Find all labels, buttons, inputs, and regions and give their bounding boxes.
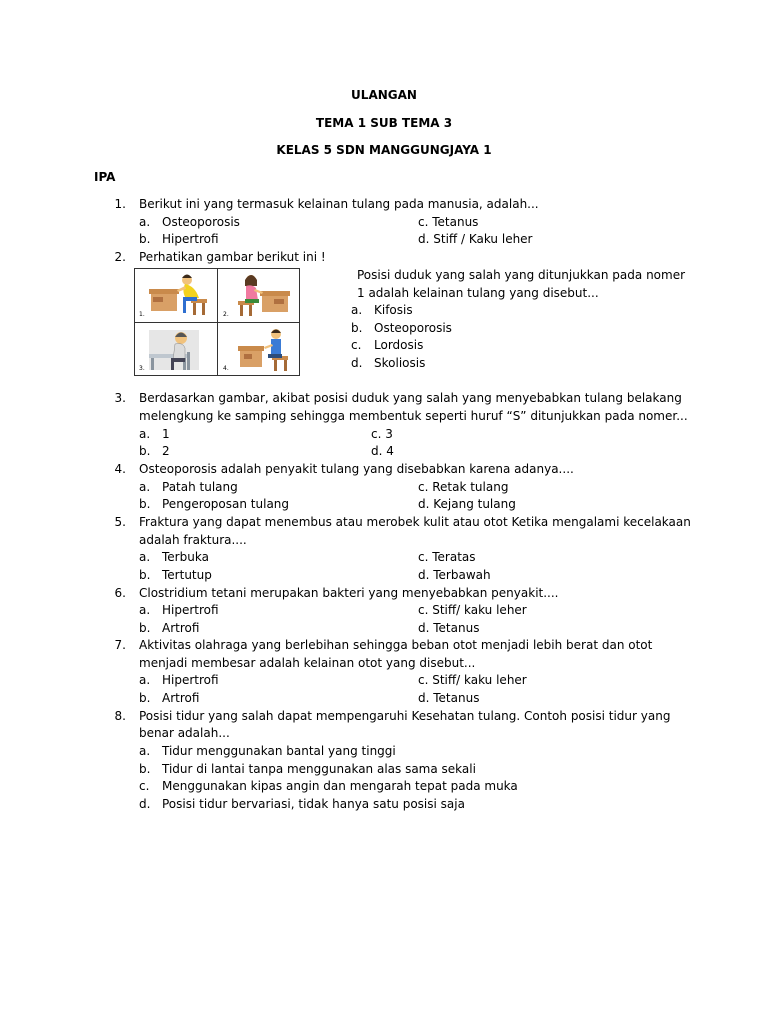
question-5-text-1: Fraktura yang dapat menembus atau merobek kulit atau otot Ketika mengalami kecelakaan [139,515,691,529]
q3-option-b-key: b. [139,444,151,458]
q1-option-a-key: a. [139,215,151,229]
question-8-text-2: benar adalah... [139,726,230,740]
q5-option-c: c. Teratas [418,550,476,564]
question-4-text: Osteoporosis adalah penyakit tulang yang disebabkan karena adanya.... [139,462,574,476]
question-2-text: Perhatikan gambar berikut ini ! [139,250,326,264]
q7-option-a-text: Hipertrofi [162,673,219,687]
q4-option-d: d. Kejang tulang [418,497,516,511]
q8-option-b-text: Tidur di lantai tanpa menggunakan alas sama sekali [162,762,476,776]
figure-label-4: 4. [223,365,229,372]
q1-option-d: d. Stiff / Kaku leher [418,232,533,246]
q2-option-c-key: c. [351,338,362,352]
q3-option-b-text: 2 [162,444,170,458]
q5-option-b-text: Tertutup [162,568,212,582]
figure-label-1: 1. [139,311,145,318]
q4-option-c: c. Retak tulang [418,480,509,494]
posture-illustration-2 [218,269,299,321]
q8-option-d-text: Posisi tidur bervariasi, tidak hanya satu posisi saja [162,797,465,811]
posture-illustration-3 [135,324,216,376]
subject-label: IPA [94,170,116,184]
q3-option-d: d. 4 [371,444,394,458]
q2-option-d-text: Skoliosis [374,356,426,370]
q6-option-d: d. Tetanus [418,621,480,635]
question-3-number: 3. [114,391,126,405]
q8-option-a-text: Tidur menggunakan bantal yang tinggi [162,744,396,758]
q2-option-b-key: b. [351,321,363,335]
q3-option-c: c. 3 [371,427,393,441]
q3-option-a-key: a. [139,427,151,441]
posture-illustration-4 [218,324,299,376]
q7-option-c: c. Stiff/ kaku leher [418,673,527,687]
q6-option-a-text: Hipertrofi [162,603,219,617]
question-1-number: 1. [114,197,126,211]
header-class-school: KELAS 5 SDN MANGGUNGJAYA 1 [276,143,492,157]
q5-option-a-key: a. [139,550,151,564]
sitting-posture-figure [134,268,300,376]
posture-illustration-1 [135,269,216,321]
q1-option-a-text: Osteoporosis [162,215,240,229]
q8-option-c-key: c. [139,779,150,793]
question-7-text-1: Aktivitas olahraga yang berlebihan sehingga beban otot menjadi lebih berat dan otot [139,638,653,652]
header-title: ULANGAN [351,88,417,102]
question-3-text-2: melengkung ke samping sehingga membentuk seperti huruf “S” ditunjukkan pada nomer... [139,409,688,423]
q4-option-b-key: b. [139,497,151,511]
header-theme: TEMA 1 SUB TEMA 3 [315,116,453,130]
q2-option-a-text: Kifosis [374,303,413,317]
q7-option-d: d. Tetanus [418,691,480,705]
q1-option-b-key: b. [139,232,151,246]
question-2-number: 2. [114,250,126,264]
question-4-number: 4. [114,462,126,476]
question-2-side-text-2: 1 adalah kelainan tulang yang disebut... [357,286,599,300]
q4-option-b-text: Pengeroposan tulang [162,497,290,511]
figure-label-2: 2. [223,311,229,318]
question-3-text-1: Berdasarkan gambar, akibat posisi duduk yang salah yang menyebabkan tulang belakang [139,391,682,405]
q5-option-b-key: b. [139,568,151,582]
question-6-number: 6. [114,586,126,600]
question-6-text: Clostridium tetani merupakan bakteri yang menyebabkan penyakit.... [139,586,559,600]
q1-option-b-text: Hipertrofi [162,232,219,246]
q3-option-a-text: 1 [162,427,170,441]
question-2-side-text-1: Posisi duduk yang salah yang ditunjukkan pada nomer [357,268,686,282]
q6-option-a-key: a. [139,603,151,617]
q8-option-a-key: a. [139,744,151,758]
question-8-text-1: Posisi tidur yang salah dapat mempengaruhi Kesehatan tulang. Contoh posisi tidur yang [139,709,671,723]
q2-option-c-text: Lordosis [374,338,424,352]
q7-option-b-key: b. [139,691,151,705]
q2-option-d-key: d. [351,356,363,370]
figure-label-3: 3. [139,365,145,372]
q7-option-b-text: Artrofi [162,691,200,705]
q6-option-b-key: b. [139,621,151,635]
question-5-text-2: adalah fraktura.... [139,533,247,547]
q8-option-b-key: b. [139,762,151,776]
question-5-number: 5. [114,515,126,529]
q2-option-b-text: Osteoporosis [374,321,452,335]
question-1-text: Berikut ini yang termasuk kelainan tulang pada manusia, adalah... [139,197,539,211]
question-7-number: 7. [114,638,126,652]
question-7-text-2: menjadi membesar adalah kelainan otot yang disebut... [139,656,476,670]
q5-option-d: d. Terbawah [418,568,491,582]
q7-option-a-key: a. [139,673,151,687]
q6-option-c: c. Stiff/ kaku leher [418,603,527,617]
question-8-number: 8. [114,709,126,723]
q2-option-a-key: a. [351,303,363,317]
q1-option-c: c. Tetanus [418,215,479,229]
q8-option-d-key: d. [139,797,151,811]
q6-option-b-text: Artrofi [162,621,200,635]
q5-option-a-text: Terbuka [162,550,209,564]
q8-option-c-text: Menggunakan kipas angin dan mengarah tepat pada muka [162,779,518,793]
q4-option-a-text: Patah tulang [162,480,238,494]
q4-option-a-key: a. [139,480,151,494]
